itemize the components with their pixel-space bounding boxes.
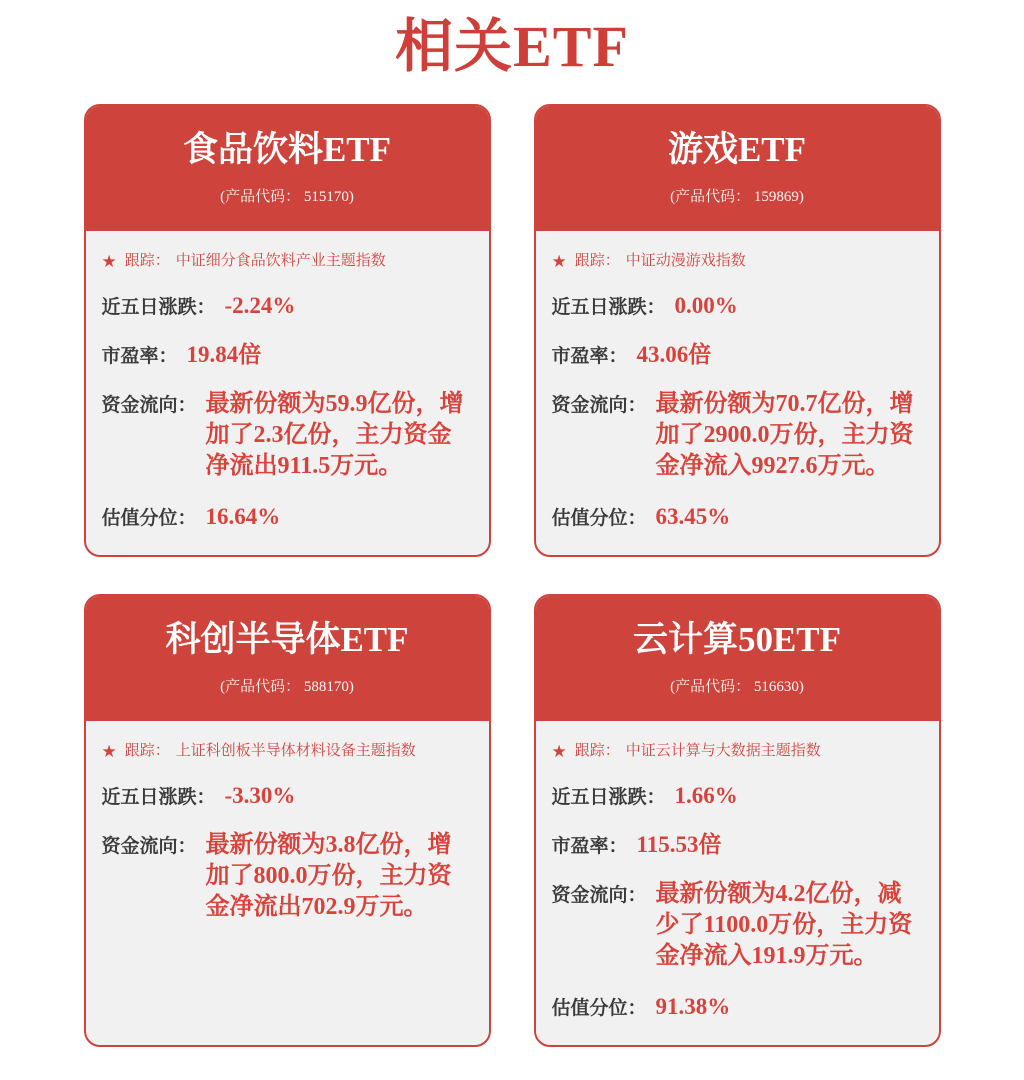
star-icon: ★ xyxy=(101,251,117,271)
pe-ratio-label: 市盈率： xyxy=(101,346,178,367)
five-day-change-value: -2.24% xyxy=(224,293,296,318)
valuation-percentile-value: 16.64% xyxy=(205,504,281,529)
track-label: 跟踪： xyxy=(124,742,170,759)
page-title: 相关ETF xyxy=(395,14,629,79)
pe-ratio-label: 市盈率： xyxy=(551,346,628,367)
track-label: 跟踪： xyxy=(574,742,620,759)
etf-product-code: (产品代码： 159869) xyxy=(670,189,804,205)
fund-flow-value: 最新份额为59.9亿份，增加了2.3亿份，主力资金净流出911.5万元。 xyxy=(205,391,464,479)
etf-name: 云计算50ETF xyxy=(632,620,842,659)
etf-card-gaming xyxy=(534,104,941,557)
five-day-change-value: 1.66% xyxy=(674,783,738,808)
etf-name: 科创半导体ETF xyxy=(165,620,409,659)
fund-flow-label: 资金流向： xyxy=(101,836,197,857)
fund-flow-row xyxy=(102,830,473,923)
fund-flow-label: 资金流向： xyxy=(551,395,647,416)
five-day-change-label: 近五日涨跌： xyxy=(551,297,666,318)
etf-name: 食品饮料ETF xyxy=(182,130,392,169)
five-day-change-label: 近五日涨跌： xyxy=(101,297,216,318)
valuation-percentile-value: 91.38% xyxy=(655,994,731,1019)
fund-flow-label: 资金流向： xyxy=(101,395,197,416)
etf-card-cloud-computing xyxy=(534,594,941,1047)
five-day-change-row xyxy=(102,292,473,320)
pe-ratio-value: 115.53倍 xyxy=(636,832,722,857)
tracked-index-name: 中证云计算与大数据主题指数 xyxy=(625,742,821,759)
track-label: 跟踪： xyxy=(124,252,170,269)
fund-flow-value: 最新份额为4.2亿份，减少了1100.0万份，主力资金净流入191.9万元。 xyxy=(655,881,913,969)
pe-ratio-value: 19.84倍 xyxy=(186,342,262,367)
valuation-percentile-label: 估值分位： xyxy=(101,508,197,529)
etf-card-star-semiconductor xyxy=(84,594,491,1047)
valuation-percentile-value: 63.45% xyxy=(655,504,731,529)
star-icon: ★ xyxy=(551,741,567,761)
card-body xyxy=(86,231,489,531)
tracked-index-name: 中证动漫游戏指数 xyxy=(625,252,746,269)
star-icon: ★ xyxy=(551,251,567,271)
valuation-percentile-row xyxy=(102,503,473,531)
tracked-index-line xyxy=(102,251,473,271)
five-day-change-row xyxy=(102,782,473,810)
track-label: 跟踪： xyxy=(574,252,620,269)
fund-flow-row xyxy=(102,389,473,482)
valuation-percentile-row xyxy=(552,503,923,531)
etf-product-code: (产品代码： 516630) xyxy=(670,679,804,695)
card-header xyxy=(536,596,939,721)
tracked-index-name: 上证科创板半导体材料设备主题指数 xyxy=(175,742,416,759)
five-day-change-label: 近五日涨跌： xyxy=(551,787,666,808)
pe-ratio-value: 43.06倍 xyxy=(636,342,712,367)
card-body xyxy=(86,721,489,923)
five-day-change-row xyxy=(552,292,923,320)
etf-product-code: (产品代码： 515170) xyxy=(220,189,354,205)
pe-ratio-row xyxy=(552,831,923,859)
valuation-percentile-row xyxy=(552,993,923,1021)
valuation-percentile-label: 估值分位： xyxy=(551,508,647,529)
fund-flow-row xyxy=(552,879,923,972)
etf-card-grid xyxy=(0,104,1024,1047)
valuation-percentile-label: 估值分位： xyxy=(551,998,647,1019)
tracked-index-line xyxy=(552,741,923,761)
five-day-change-row xyxy=(552,782,923,810)
fund-flow-value: 最新份额为70.7亿份，增加了2900.0万份，主力资金净流入9927.6万元。 xyxy=(655,391,914,479)
star-icon: ★ xyxy=(101,741,117,761)
pe-ratio-row xyxy=(552,341,923,369)
five-day-change-value: 0.00% xyxy=(674,293,738,318)
five-day-change-value: -3.30% xyxy=(224,783,296,808)
tracked-index-name: 中证细分食品饮料产业主题指数 xyxy=(175,252,386,269)
card-header xyxy=(536,106,939,231)
card-header xyxy=(86,596,489,721)
fund-flow-label: 资金流向： xyxy=(551,885,647,906)
pe-ratio-row xyxy=(102,341,473,369)
five-day-change-label: 近五日涨跌： xyxy=(101,787,216,808)
fund-flow-value: 最新份额为3.8亿份，增加了800.0万份，主力资金净流出702.9万元。 xyxy=(205,832,452,920)
card-body xyxy=(536,231,939,531)
etf-product-code: (产品代码： 588170) xyxy=(220,679,354,695)
card-body xyxy=(536,721,939,1021)
pe-ratio-label: 市盈率： xyxy=(551,836,628,857)
fund-flow-row xyxy=(552,389,923,482)
tracked-index-line xyxy=(552,251,923,271)
tracked-index-line xyxy=(102,741,473,761)
etf-name: 游戏ETF xyxy=(667,130,807,169)
etf-card-food-beverage xyxy=(84,104,491,557)
card-header xyxy=(86,106,489,231)
